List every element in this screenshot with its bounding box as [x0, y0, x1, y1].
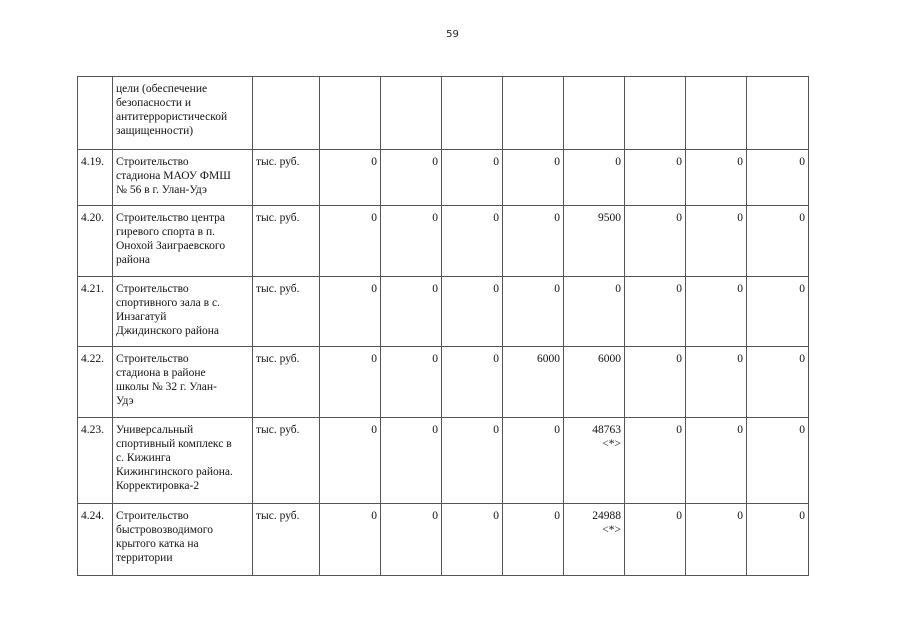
value-cell	[625, 347, 686, 418]
value-cell	[503, 206, 564, 277]
table-row	[78, 418, 809, 504]
name-cell	[113, 504, 253, 576]
value-line: 6000	[537, 353, 560, 365]
value-line: 0	[493, 353, 499, 365]
code-cell: 4.23.	[78, 418, 113, 504]
value-cell	[625, 277, 686, 347]
value-cell	[747, 347, 809, 418]
unit-cell: тыс. руб.	[253, 206, 320, 277]
value-cell	[564, 504, 625, 576]
value-cell	[747, 277, 809, 347]
value-line: 0	[554, 510, 560, 522]
value-line: 48763	[592, 424, 621, 436]
code-cell: 4.19.	[78, 150, 113, 206]
name-line: № 56 в г. Улан-Удэ	[116, 184, 207, 196]
value-line: 0	[799, 283, 805, 295]
table-row	[78, 504, 809, 576]
value-line: 0	[554, 156, 560, 168]
value-line: 0	[432, 424, 438, 436]
value-cell	[503, 347, 564, 418]
name-line: цели (обеспечение	[116, 83, 208, 95]
value-cell	[625, 77, 686, 150]
table-row	[78, 347, 809, 418]
value-cell	[564, 277, 625, 347]
name-cell	[113, 277, 253, 347]
name-line: безопасности и	[116, 97, 192, 109]
value-line: 0	[737, 212, 743, 224]
value-cell	[442, 277, 503, 347]
value-cell	[747, 77, 809, 150]
value-cell	[381, 418, 442, 504]
code-cell: 4.20.	[78, 206, 113, 277]
table-row	[78, 206, 809, 277]
name-line: спортивного зала в с.	[116, 297, 220, 309]
value-cell	[320, 150, 381, 206]
name-line: Корректировка-2	[116, 480, 200, 492]
name-line: Удэ	[116, 395, 134, 407]
value-cell	[747, 206, 809, 277]
value-cell	[442, 418, 503, 504]
name-line: крытого катка на	[116, 538, 199, 550]
value-cell	[564, 418, 625, 504]
table-body	[78, 77, 809, 576]
value-cell	[381, 277, 442, 347]
value-line: 0	[371, 283, 377, 295]
name-line: защищенности)	[116, 125, 194, 137]
name-line: школы № 32 г. Улан-	[116, 381, 217, 393]
name-line: Универсальный	[116, 424, 194, 436]
value-line: 0	[554, 212, 560, 224]
value-line: 0	[493, 156, 499, 168]
name-line: Кижингинского района.	[116, 466, 233, 478]
page-number: 59	[446, 29, 459, 40]
code-cell	[78, 77, 113, 150]
value-line: 0	[676, 156, 682, 168]
value-line: 0	[799, 156, 805, 168]
value-cell	[686, 277, 747, 347]
value-line: 0	[432, 510, 438, 522]
value-cell	[381, 347, 442, 418]
table-row-continuation	[78, 77, 809, 150]
name-line: стадиона в районе	[116, 367, 206, 379]
value-cell	[747, 418, 809, 504]
name-line: гиревого спорта в п.	[116, 226, 215, 238]
name-line: Онохой Заиграевского	[116, 240, 226, 252]
value-line: 0	[432, 283, 438, 295]
value-cell	[747, 150, 809, 206]
value-line: 0	[493, 510, 499, 522]
value-line: 0	[676, 212, 682, 224]
value-cell	[503, 418, 564, 504]
value-line: 0	[799, 212, 805, 224]
name-cell	[113, 418, 253, 504]
unit-cell: тыс. руб.	[253, 150, 320, 206]
code-cell: 4.22.	[78, 347, 113, 418]
value-cell	[320, 418, 381, 504]
name-line: Строительство	[116, 156, 189, 168]
value-line: 0	[554, 424, 560, 436]
value-cell	[686, 418, 747, 504]
value-line: 0	[493, 283, 499, 295]
unit-cell: тыс. руб.	[253, 504, 320, 576]
value-line: 0	[737, 510, 743, 522]
value-line: 0	[371, 156, 377, 168]
name-line: Джидинского района	[116, 325, 220, 337]
value-cell	[625, 418, 686, 504]
value-line: 0	[615, 283, 621, 295]
value-line: 0	[554, 283, 560, 295]
value-cell	[625, 150, 686, 206]
value-line: 0	[799, 353, 805, 365]
budget-table	[77, 76, 809, 576]
value-cell	[503, 77, 564, 150]
value-cell	[442, 347, 503, 418]
name-line: антитеррористической	[116, 111, 228, 123]
value-cell	[442, 504, 503, 576]
name-line: Строительство	[116, 353, 189, 365]
value-line: 0	[493, 424, 499, 436]
value-line: <*>	[602, 438, 621, 450]
value-cell	[381, 150, 442, 206]
value-line: 0	[737, 424, 743, 436]
name-line: Строительство центра	[116, 212, 225, 224]
value-cell	[442, 150, 503, 206]
value-cell	[503, 277, 564, 347]
value-cell	[320, 277, 381, 347]
table-row	[78, 150, 809, 206]
value-cell	[625, 206, 686, 277]
name-cell	[113, 347, 253, 418]
unit-cell: тыс. руб.	[253, 347, 320, 418]
value-line: 0	[371, 510, 377, 522]
name-cell	[113, 77, 253, 150]
value-line: 24988	[592, 510, 621, 522]
value-cell	[381, 504, 442, 576]
name-line: стадиона МАОУ ФМШ	[116, 170, 231, 182]
value-line: 0	[493, 212, 499, 224]
value-cell	[564, 150, 625, 206]
table-row	[78, 277, 809, 347]
value-line: 0	[432, 156, 438, 168]
value-line: 0	[371, 212, 377, 224]
value-line: 0	[615, 156, 621, 168]
value-cell	[320, 77, 381, 150]
value-cell	[320, 347, 381, 418]
value-cell	[320, 206, 381, 277]
value-line: 0	[737, 283, 743, 295]
value-line: 0	[371, 353, 377, 365]
name-line: быстровозводимого	[116, 524, 213, 536]
value-cell	[564, 77, 625, 150]
value-line: 0	[432, 353, 438, 365]
value-cell	[564, 347, 625, 418]
value-line: 6000	[598, 353, 621, 365]
value-line: 0	[432, 212, 438, 224]
value-line: <*>	[602, 524, 621, 536]
name-line: территории	[116, 552, 173, 564]
name-line: района	[116, 254, 151, 266]
unit-cell: тыс. руб.	[253, 418, 320, 504]
value-line: 0	[371, 424, 377, 436]
value-line: 0	[676, 353, 682, 365]
value-line: 0	[737, 156, 743, 168]
name-line: Строительство	[116, 283, 189, 295]
unit-cell	[253, 77, 320, 150]
value-cell	[503, 504, 564, 576]
value-cell	[686, 504, 747, 576]
value-line: 9500	[598, 212, 621, 224]
name-line: спортивный комплекс в	[116, 438, 232, 450]
value-cell	[686, 150, 747, 206]
code-cell: 4.21.	[78, 277, 113, 347]
value-cell	[747, 504, 809, 576]
value-cell	[686, 77, 747, 150]
value-line: 0	[676, 510, 682, 522]
name-cell	[113, 206, 253, 277]
value-line: 0	[737, 353, 743, 365]
value-cell	[564, 206, 625, 277]
value-cell	[442, 206, 503, 277]
name-cell	[113, 150, 253, 206]
value-line: 0	[676, 283, 682, 295]
value-cell	[503, 150, 564, 206]
value-cell	[442, 77, 503, 150]
name-line: Инзагатуй	[116, 311, 167, 323]
value-cell	[320, 504, 381, 576]
value-cell	[381, 206, 442, 277]
name-line: с. Кижинга	[116, 452, 171, 464]
unit-cell: тыс. руб.	[253, 277, 320, 347]
code-cell: 4.24.	[78, 504, 113, 576]
value-cell	[625, 504, 686, 576]
value-cell	[686, 206, 747, 277]
value-cell	[686, 347, 747, 418]
value-line: 0	[676, 424, 682, 436]
value-line: 0	[799, 424, 805, 436]
value-cell	[381, 77, 442, 150]
name-line: Строительство	[116, 510, 189, 522]
value-line: 0	[799, 510, 805, 522]
